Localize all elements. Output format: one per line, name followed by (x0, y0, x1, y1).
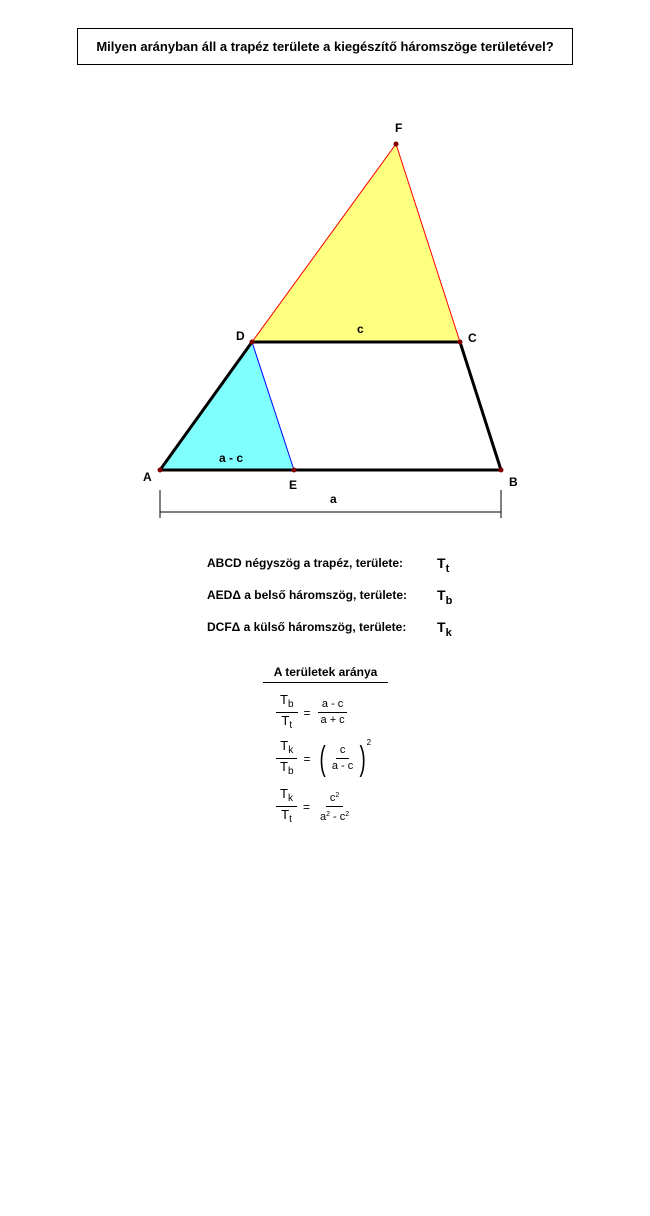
vertex-f (394, 142, 399, 147)
ratio-rhs: $\frac{c}{a - c}$ (331, 744, 354, 772)
equals-sign: = (302, 799, 310, 814)
ratio-tb-tt (276, 692, 349, 733)
equals-sign: = (303, 751, 311, 766)
label-c: C (468, 331, 477, 345)
definition-text: ABCD négyszög a trapéz, területe: (207, 556, 404, 570)
vertex-d (250, 340, 255, 345)
definition-text: DCFΔ a külső háromszög, területe: (207, 620, 407, 634)
area-symbol: $T_t$ (437, 555, 450, 575)
ratio-lhs: $\frac{T_k}{T_b}$ (276, 738, 298, 779)
definition-text: AEDΔ a belső háromszög, területe: (207, 588, 407, 602)
ratio-tk-tb (276, 738, 371, 779)
vertex-e (292, 468, 297, 473)
vertex-b (499, 468, 504, 473)
area-symbol: $T_b$ (437, 587, 453, 607)
ratio-tk-tt (276, 786, 353, 827)
question-text: Milyen arányban áll a trapéz területe a kiegészítő háromszöge területével? (96, 39, 554, 54)
right-paren: ) (359, 739, 367, 778)
segment-label-a-minus-c: a - c (219, 451, 244, 465)
outer-triangle-dcf (252, 144, 460, 342)
area-symbol: $T_k$ (437, 619, 452, 639)
ratio-lhs: $\frac{T_k}{T_t}$ (276, 786, 297, 827)
vertex-a (158, 468, 163, 473)
equals-sign: = (303, 705, 311, 720)
label-a: A (143, 470, 152, 484)
left-paren: ( (319, 739, 326, 778)
ratio-rhs: $\frac{a - c}{a + c}$ (317, 697, 349, 728)
ratio-lhs: $\frac{T_b}{T_t}$ (276, 692, 298, 733)
exponent: 2 (366, 738, 372, 747)
ratios-section (263, 665, 388, 683)
label-f: F (395, 121, 403, 135)
vertex-c (458, 340, 463, 345)
segment-label-a: a (330, 492, 337, 506)
label-d: D (236, 329, 245, 343)
label-b: B (509, 475, 518, 489)
trapezoid-diagram (0, 0, 650, 540)
segment-label-c: c (357, 322, 364, 336)
ratio-rhs: $\frac{c^2}{a^2 - c^2}$ (316, 788, 353, 825)
label-e: E (289, 478, 298, 492)
ratios-title: A területek aránya (263, 665, 388, 683)
